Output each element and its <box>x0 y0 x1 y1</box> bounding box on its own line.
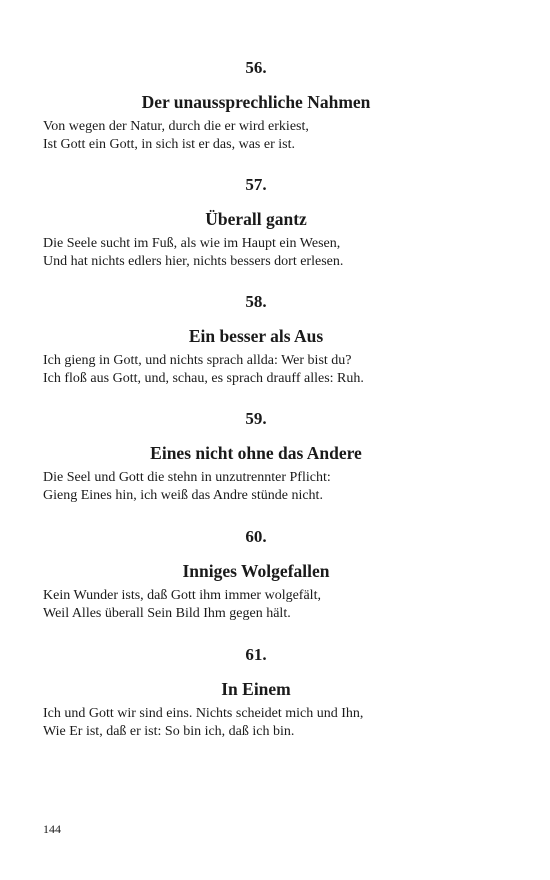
poem-title: Eines nicht ohne das Andere <box>150 443 362 463</box>
verse-line: Ich floß aus Gott, und, schau, es sprach drauff alles: Ruh. <box>43 371 364 386</box>
poem-title: In Einem <box>221 679 291 699</box>
poem-number: 57. <box>245 175 267 194</box>
verse-line: Kein Wunder ists, daß Gott ihm immer wolgefält, <box>43 588 321 603</box>
verse-line: Weil Alles überall Sein Bild Ihm gegen hält. <box>43 606 291 621</box>
poem-59 <box>43 409 469 505</box>
poem-title: Inniges Wolgefallen <box>182 561 330 581</box>
poem-58 <box>43 292 469 388</box>
poem-title: Ein besser als Aus <box>188 326 324 346</box>
verse-line: Ist Gott ein Gott, in sich ist er das, was er ist. <box>43 137 295 152</box>
verse-line: Und hat nichts edlers hier, nichts bessers dort erlesen. <box>43 254 344 269</box>
poem-title: Überall gantz <box>205 209 307 229</box>
verse-line: Ich und Gott wir sind eins. Nichts scheidet mich und Ihn, <box>43 706 364 721</box>
poem-verses <box>43 587 469 623</box>
poem-61 <box>43 645 469 741</box>
verse-line: Wie Er ist, daß er ist: So bin ich, daß ich bin. <box>43 724 295 739</box>
poem-number: 60. <box>245 527 267 546</box>
page-number: 144 <box>43 822 61 836</box>
verse-line: Die Seel und Gott die stehn in unzutrennter Pflicht: <box>43 470 331 485</box>
poem-60 <box>43 527 469 623</box>
verse-line: Gieng Eines hin, ich weiß das Andre stünde nicht. <box>43 488 323 503</box>
poem-verses <box>43 118 469 154</box>
poem-number: 56. <box>245 58 267 77</box>
poem-number: 61. <box>245 645 267 664</box>
poem-verses <box>43 352 469 388</box>
poem-verses <box>43 705 469 741</box>
verse-line: Von wegen der Natur, durch die er wird erkiest, <box>43 119 309 134</box>
poem-number: 59. <box>245 409 267 428</box>
verse-line: Ich gieng in Gott, und nichts sprach allda: Wer bist du? <box>43 353 352 368</box>
poem-verses <box>43 235 469 271</box>
verse-line: Die Seele sucht im Fuß, als wie im Haupt ein Wesen, <box>43 236 341 251</box>
poem-57 <box>43 175 469 271</box>
poem-title: Der unaussprechliche Nahmen <box>141 92 371 112</box>
poem-verses <box>43 469 469 505</box>
poem-number: 58. <box>245 292 267 311</box>
poem-56 <box>43 58 469 154</box>
